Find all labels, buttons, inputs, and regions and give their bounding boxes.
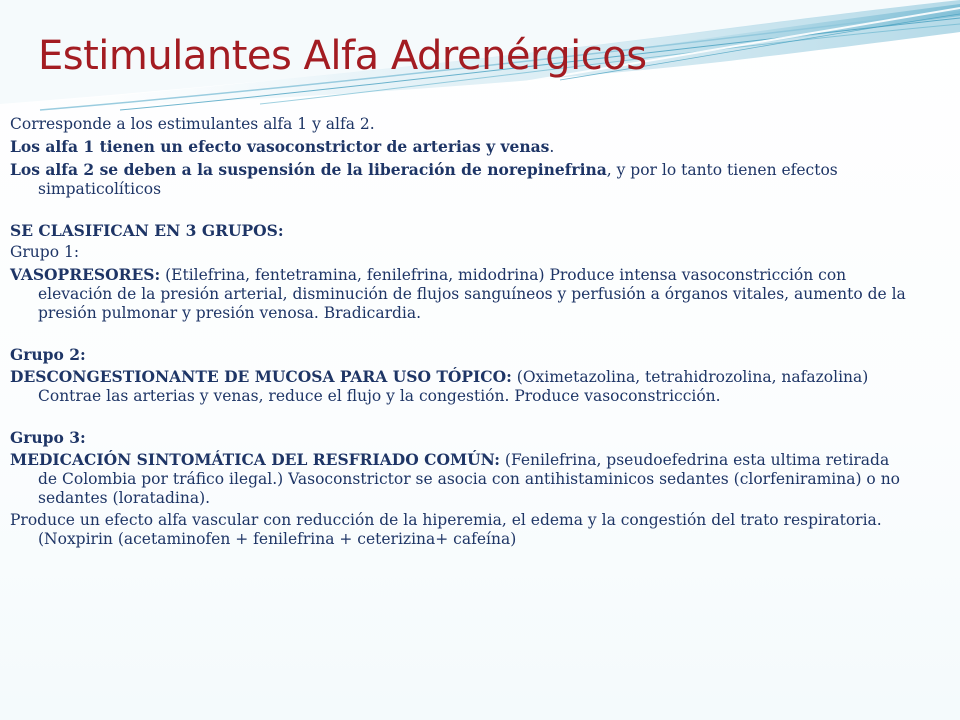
grupo2-heading: Grupo 2: [10,345,86,364]
alfa1-bold-text: Los alfa 1 tienen un efecto vasoconstrictor de arterias y venas [10,137,550,156]
grupo3-heading: Grupo 3: [10,428,86,447]
grupo1-text: (Etilefrina, fentetramina, fenilefrina, midodrina) Produce intensa vasoconstricción con elevación de la presión arterial, disminución de flujos sanguíneos y perfusión a órganos vitales, aumento de la presión pulmonar y presión venosa. Bradicardia. [38,266,906,322]
alfa1-end-text: . [549,138,555,156]
grupo2-paragraph [10,367,910,406]
grupo3-text: (Fenilefrina, pseudoefedrina esta ultima retirada de Colombia por tráfico ilegal.) Vasoconstrictor se asocia con antihistaminicos sedantes (clorfeniramina) o no sedantes (loratadina). [38,451,901,507]
alfa1-paragraph [10,137,910,157]
slide-body [10,115,910,552]
grupo1-heading: Grupo 1: [10,243,80,261]
final-paragraph: Produce un efecto alfa vascular con reducción de la hiperemia, el edema y la congestión del trato respiratoria. (Noxpirin (acetaminofen + fenilefrina + ceterizina+ cafeína) [10,511,882,548]
intro-paragraph: Corresponde a los estimulantes alfa 1 y alfa 2. [10,115,375,133]
grupo2-text: (Oximetazolina, tetrahidrozolina, nafazolina) Contrae las arterias y venas, reduce el flujo y la congestión. Produce vasoconstricción. [38,368,869,405]
grupo3-paragraph [10,450,910,508]
clasificacion-heading: SE CLASIFICAN EN 3 GRUPOS: [10,221,284,240]
alfa2-bold-text: Los alfa 2 se deben a la suspensión de la liberación de norepinefrina [10,160,607,179]
grupo1-name: VASOPRESORES: [10,265,161,284]
alfa2-rest-text: , y por lo tanto tienen efectos simpaticolíticos [38,161,838,198]
alfa2-paragraph [10,160,910,199]
grupo1-paragraph [10,265,910,323]
grupo2-name: DESCONGESTIONANTE DE MUCOSA PARA USO TÓPICO: [10,367,512,386]
slide-title: Estimulantes Alfa Adrenérgicos [38,33,647,79]
grupo3-name: MEDICACIÓN SINTOMÁTICA DEL RESFRIADO COMÚN: [10,450,500,469]
